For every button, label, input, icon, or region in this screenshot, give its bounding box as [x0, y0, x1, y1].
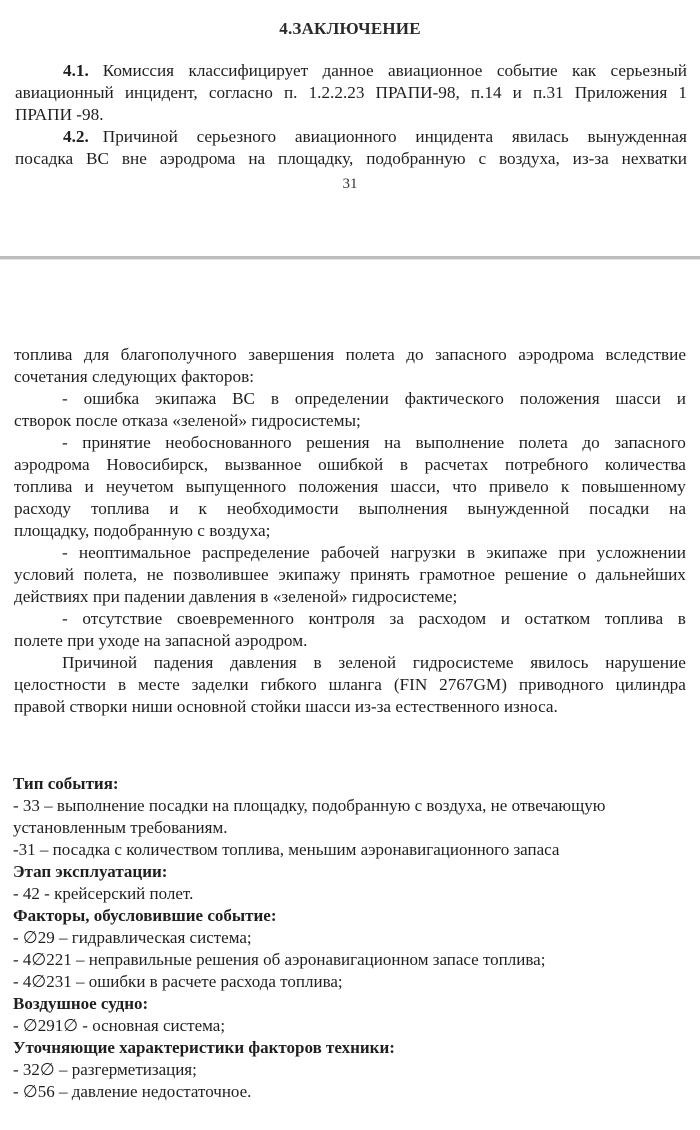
- paragraph-number: 4.1.: [63, 61, 89, 80]
- page-separator: [0, 256, 700, 260]
- body-line: [14, 432, 686, 454]
- word: -: [62, 543, 68, 562]
- conclusion-body: [14, 344, 686, 718]
- word: позволившее: [173, 565, 269, 584]
- word: не: [146, 565, 164, 584]
- body-line: [14, 696, 686, 718]
- body-line: [14, 520, 686, 542]
- paragraph-4-1: [15, 60, 687, 126]
- word: решения: [306, 433, 370, 452]
- paragraph-number: 4.2.: [63, 127, 89, 146]
- factor-item: - 4∅231 – ошибки в расчете расхода топлива;: [13, 972, 343, 991]
- word: рабочей: [320, 543, 380, 562]
- word: экипажу: [278, 565, 341, 584]
- word: стойки: [250, 697, 301, 716]
- word: остатком: [524, 609, 591, 628]
- word: 1: [678, 83, 687, 102]
- word: приводного: [518, 675, 604, 694]
- word: Причиной: [102, 127, 178, 146]
- word: на: [143, 631, 161, 650]
- word: и: [84, 477, 94, 496]
- word: завершения: [248, 345, 335, 364]
- event-type-heading: Тип события:: [13, 774, 119, 793]
- word: подобранную: [366, 149, 466, 168]
- word: аэродрома: [518, 345, 594, 364]
- word: Причиной: [62, 653, 138, 672]
- word: посадки: [589, 499, 650, 518]
- word: полета,: [83, 565, 138, 584]
- event-classification: [13, 773, 693, 1103]
- word: «зеленой»: [172, 411, 248, 430]
- word: условий: [14, 565, 74, 584]
- word: о: [577, 565, 587, 584]
- word: инцидент,: [124, 83, 198, 102]
- word: при: [558, 543, 586, 562]
- operation-phase-item: - 42 - крейсерский полет.: [13, 884, 194, 903]
- word: серьезного: [196, 127, 277, 146]
- word: вынужденной: [467, 499, 570, 518]
- word: выполнение: [415, 433, 505, 452]
- word: «зеленой»: [272, 587, 348, 606]
- word: основной: [176, 697, 247, 716]
- previous-page-fragment: [0, 0, 700, 257]
- word: инцидента: [415, 127, 494, 146]
- word: действиях: [14, 587, 89, 606]
- paragraph-line: [15, 82, 687, 104]
- word: топлива: [14, 345, 73, 364]
- word: -: [62, 609, 68, 628]
- body-line: [14, 608, 686, 630]
- operation-phase-heading: Этап эксплуатации:: [13, 862, 168, 881]
- body-line: [14, 652, 686, 674]
- word: своевременного: [176, 609, 294, 628]
- word: до: [582, 433, 600, 452]
- paragraph-text: [103, 126, 687, 148]
- word: в: [260, 587, 269, 606]
- word: отсутствие: [82, 609, 163, 628]
- word: авиационное: [388, 61, 483, 80]
- word: из-за: [354, 697, 392, 716]
- tech-factor-item: - 32∅ – разгерметизация;: [13, 1060, 197, 1079]
- word: расчетах: [424, 455, 489, 474]
- word: ВС: [232, 389, 256, 408]
- word: повышенному: [581, 477, 686, 496]
- word: авиационный: [15, 83, 114, 102]
- word: п.14: [470, 83, 502, 102]
- word: гидросистемы;: [251, 411, 361, 430]
- word: при: [92, 587, 120, 606]
- paragraph-4-2: [15, 126, 687, 170]
- word: шасси: [615, 389, 661, 408]
- word: в: [466, 543, 476, 562]
- paragraph-line: ПРАПИ -98.: [15, 105, 104, 124]
- word: классифицирует: [188, 61, 309, 80]
- word: расходу: [14, 499, 71, 518]
- factor-item: - ∅29 – гидравлическая система;: [13, 928, 252, 947]
- word: шасси: [305, 697, 351, 716]
- word: (FIN: [393, 675, 428, 694]
- body-line: [14, 674, 686, 696]
- word: с: [478, 149, 487, 168]
- word: полета: [345, 345, 395, 364]
- word: ВС: [86, 149, 109, 168]
- event-type-item: - 33 – выполнение посадки на площадку, подобранную с воздуха, не отвечающую: [13, 796, 606, 815]
- word: необходимости: [226, 499, 339, 518]
- factor-item: - 4∅221 – неправильные решения об аэронавигационном запасе топлива;: [13, 950, 546, 969]
- word: Комиссия: [102, 61, 175, 80]
- page-number: 31: [342, 176, 358, 192]
- word: зеленой: [338, 653, 397, 672]
- word: топлива: [14, 477, 73, 496]
- section-title: 4.ЗАКЛЮЧЕНИЕ: [279, 19, 421, 38]
- word: привело: [488, 477, 549, 496]
- word: в: [399, 455, 408, 474]
- word: за: [389, 609, 404, 628]
- word: положения: [519, 389, 600, 408]
- word: естественного: [395, 697, 500, 716]
- word: благополучного: [120, 345, 237, 364]
- word: 1.2.2.23: [308, 83, 365, 102]
- word: п.31: [532, 83, 564, 102]
- word: как: [572, 61, 597, 80]
- word: распределение: [202, 543, 310, 562]
- body-line: [14, 344, 686, 366]
- word: запасного: [614, 433, 686, 452]
- event-type-item: установленным требованиям.: [13, 818, 228, 837]
- word: решение: [504, 565, 568, 584]
- word: авиационного: [294, 127, 397, 146]
- word: выполнения: [358, 499, 448, 518]
- word: контроля: [308, 609, 375, 628]
- word: на: [248, 149, 266, 168]
- word: полете: [14, 631, 63, 650]
- word: что: [452, 477, 477, 496]
- word: нехватки: [621, 149, 687, 168]
- word: следующих: [92, 367, 177, 386]
- word: экипажа: [154, 389, 217, 408]
- word: выпущенного: [185, 477, 287, 496]
- word: явилось: [530, 653, 589, 672]
- body-line: [14, 498, 686, 520]
- word: износа.: [503, 697, 558, 716]
- paragraph-text: [103, 60, 687, 82]
- word: фактического: [404, 389, 504, 408]
- word: согласно: [208, 83, 273, 102]
- word: аэродром.: [234, 631, 308, 650]
- word: нагрузки: [390, 543, 456, 562]
- word: п.: [283, 83, 298, 102]
- word: полета: [518, 433, 568, 452]
- word: расходом: [418, 609, 487, 628]
- word: и: [512, 83, 522, 102]
- word: воздуха;: [209, 521, 271, 540]
- word: аэродрома: [14, 455, 90, 474]
- word: вынужденная: [587, 127, 687, 146]
- word: на: [384, 433, 401, 452]
- word: ошибкой: [318, 455, 384, 474]
- body-line: [14, 630, 686, 652]
- word: из-за: [572, 149, 609, 168]
- word: топлива: [604, 609, 664, 628]
- word: топлива: [90, 499, 150, 518]
- word: неоптимальное: [78, 543, 191, 562]
- word: воздуха,: [499, 149, 560, 168]
- tech-factor-item: - ∅56 – давление недостаточное.: [13, 1082, 252, 1101]
- tech-factors-heading: Уточняющие характеристики факторов техники:: [13, 1038, 395, 1057]
- word: экипаже: [486, 543, 548, 562]
- word: дальнейших: [595, 565, 686, 584]
- word: усложнении: [596, 543, 686, 562]
- word: правой: [14, 697, 66, 716]
- body-line: [14, 454, 686, 476]
- word: потребного: [505, 455, 589, 474]
- word: месте: [138, 675, 180, 694]
- word: -: [62, 389, 68, 408]
- word: целостности: [14, 675, 107, 694]
- word: серьезный: [610, 61, 687, 80]
- word: шасси,: [390, 477, 441, 496]
- word: явилась: [511, 127, 569, 146]
- word: принятие: [82, 433, 151, 452]
- word: в: [677, 609, 686, 628]
- word: и: [676, 389, 686, 408]
- word: вследствие: [605, 345, 686, 364]
- word: площадку,: [278, 149, 354, 168]
- word: давления: [230, 653, 297, 672]
- word: определении: [294, 389, 389, 408]
- word: посадка: [15, 149, 74, 168]
- word: и: [169, 499, 179, 518]
- factors-heading: Факторы, обусловившие событие:: [13, 906, 277, 925]
- body-line: [14, 542, 686, 564]
- word: гидросистеме: [412, 653, 514, 672]
- aircraft-item: - ∅291∅ - основная система;: [13, 1016, 226, 1035]
- word: заделки: [191, 675, 249, 694]
- word: для: [83, 345, 110, 364]
- body-line: [14, 586, 686, 608]
- word: площадку,: [14, 521, 90, 540]
- word: сочетания: [14, 367, 88, 386]
- word: к: [198, 499, 207, 518]
- word: на: [669, 499, 686, 518]
- paragraph-line: [15, 148, 687, 170]
- word: Новосибирск,: [106, 455, 209, 474]
- body-line: [14, 564, 686, 586]
- word: вызванное: [224, 455, 302, 474]
- paragraph-line: [15, 60, 687, 82]
- word: падения: [153, 653, 214, 672]
- word: цилиндра: [615, 675, 686, 694]
- word: отказа: [121, 411, 168, 430]
- body-line: [14, 366, 686, 388]
- body-line: [14, 476, 686, 498]
- word: к: [560, 477, 570, 496]
- word: шланга: [328, 675, 382, 694]
- word: положения: [298, 477, 379, 496]
- word: в: [270, 389, 279, 408]
- word: после: [75, 411, 118, 430]
- word: неучетом: [105, 477, 174, 496]
- aircraft-heading: Воздушное судно:: [13, 994, 149, 1013]
- word: 2767GM): [439, 675, 507, 694]
- word: запасной: [164, 631, 231, 650]
- paragraph-line: [15, 126, 687, 148]
- event-type-item: -31 – посадка с количеством топлива, меньшим аэронавигационного запаса: [13, 840, 560, 859]
- word: в: [118, 675, 127, 694]
- word: количества: [604, 455, 686, 474]
- word: падении: [124, 587, 185, 606]
- word: ПРАПИ-98,: [375, 83, 460, 102]
- word: необоснованного: [165, 433, 292, 452]
- word: уходе: [98, 631, 140, 650]
- word: -: [62, 433, 68, 452]
- word: вне: [121, 149, 147, 168]
- word: гидросистеме;: [351, 587, 458, 606]
- word: до: [406, 345, 424, 364]
- word: подобранную: [93, 521, 193, 540]
- word: событие: [496, 61, 558, 80]
- word: нарушение: [605, 653, 686, 672]
- word: аэродрома: [159, 149, 236, 168]
- word: запасного: [435, 345, 507, 364]
- word: с: [197, 521, 205, 540]
- word: створок: [14, 411, 72, 430]
- word: и: [500, 609, 510, 628]
- word: данное: [322, 61, 374, 80]
- word: факторов:: [181, 367, 254, 386]
- word: створки: [69, 697, 128, 716]
- word: принять: [350, 565, 410, 584]
- word: давления: [189, 587, 256, 606]
- word: ниши: [131, 697, 173, 716]
- word: гибкого: [260, 675, 317, 694]
- body-line: [14, 388, 686, 410]
- word: Приложения: [574, 83, 668, 102]
- word: при: [67, 631, 95, 650]
- word: ошибка: [83, 389, 140, 408]
- word: грамотное: [419, 565, 496, 584]
- word: в: [313, 653, 322, 672]
- body-line: [14, 410, 686, 432]
